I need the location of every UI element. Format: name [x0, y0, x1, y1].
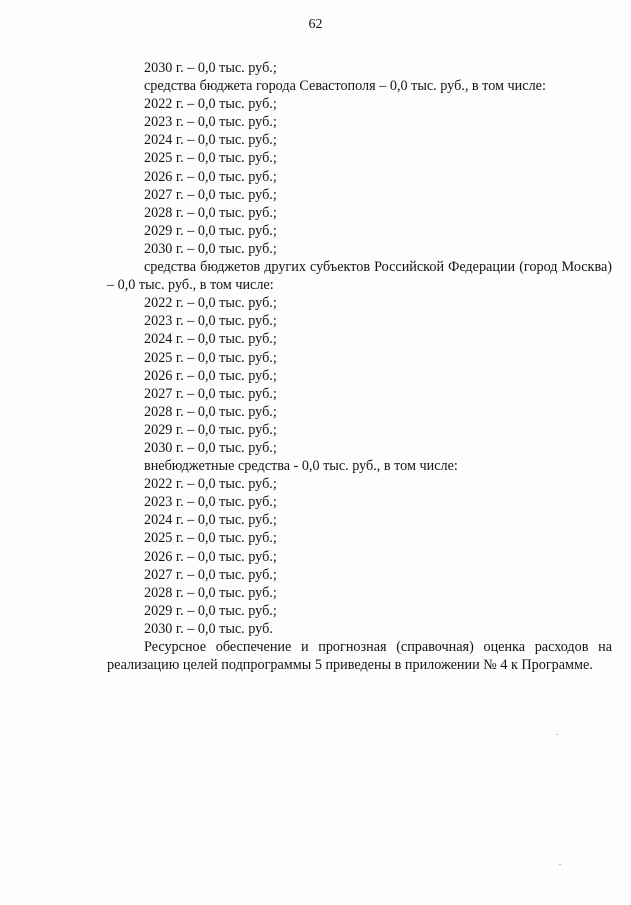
budget-line: 2022 г. – 0,0 тыс. руб.;	[144, 295, 277, 312]
budget-line: 2030 г. – 0,0 тыс. руб.;	[144, 439, 277, 456]
budget-line: 2027 г. – 0,0 тыс. руб.;	[144, 186, 277, 203]
budget-line: 2025 г. – 0,0 тыс. руб.;	[144, 349, 277, 366]
scan-speck	[559, 864, 561, 865]
budget-line: 2030 г. – 0,0 тыс. руб.;	[144, 60, 277, 76]
budget-line: 2023 г. – 0,0 тыс. руб.;	[144, 114, 277, 131]
budget-line: 2026 г. – 0,0 тыс. руб.;	[144, 168, 277, 185]
resource-paragraph: Ресурсное обеспечение и прогнозная (справочная) оценка расходов на реализацию целей подпрограммы 5 приведены в приложении № 4 к Программе.	[107, 639, 612, 674]
budget-line: 2025 г. – 0,0 тыс. руб.;	[144, 530, 277, 547]
budget-line: 2023 г. – 0,0 тыс. руб.;	[144, 494, 277, 511]
budget-line: 2027 г. – 0,0 тыс. руб.;	[144, 566, 277, 583]
moscow-budget-list	[107, 294, 612, 457]
budget-line: 2028 г. – 0,0 тыс. руб.;	[144, 584, 277, 601]
budget-line: 2022 г. – 0,0 тыс. руб.;	[144, 96, 277, 113]
budget-line: 2024 г. – 0,0 тыс. руб.;	[144, 132, 277, 149]
budget-line: 2024 г. – 0,0 тыс. руб.;	[144, 512, 277, 529]
budget-line: 2025 г. – 0,0 тыс. руб.;	[144, 150, 277, 167]
budget-line: средства бюджета города Севастополя – 0,0 тыс. руб., в том числе:	[144, 78, 546, 95]
offbudget-heading: внебюджетные средства - 0,0 тыс. руб., в том числе:	[144, 458, 458, 475]
budget-line: 2029 г. – 0,0 тыс. руб.;	[144, 602, 277, 619]
budget-line: 2028 г. – 0,0 тыс. руб.;	[144, 204, 277, 221]
budget-line: 2024 г. – 0,0 тыс. руб.;	[144, 331, 277, 348]
offbudget-list	[107, 475, 612, 638]
page-number: 62	[308, 17, 323, 32]
budget-line: 2026 г. – 0,0 тыс. руб.;	[144, 548, 277, 565]
document-body	[107, 59, 612, 674]
budget-line: 2026 г. – 0,0 тыс. руб.;	[144, 367, 277, 384]
budget-line: 2022 г. – 0,0 тыс. руб.;	[144, 476, 277, 493]
moscow-budget-paragraph: средства бюджетов других субъектов Российской Федерации (город Москва) – 0,0 тыс. руб., в том числе:	[107, 259, 612, 294]
sevastopol-budget-list	[107, 59, 612, 258]
budget-line: 2023 г. – 0,0 тыс. руб.;	[144, 313, 277, 330]
budget-line: 2030 г. – 0,0 тыс. руб.;	[144, 240, 277, 257]
scan-speck	[556, 734, 558, 735]
budget-line: 2027 г. – 0,0 тыс. руб.;	[144, 385, 277, 402]
budget-line: 2029 г. – 0,0 тыс. руб.;	[144, 421, 277, 438]
budget-line: 2029 г. – 0,0 тыс. руб.;	[144, 222, 277, 239]
budget-line: 2028 г. – 0,0 тыс. руб.;	[144, 403, 277, 420]
budget-line: 2030 г. – 0,0 тыс. руб.	[144, 620, 273, 637]
